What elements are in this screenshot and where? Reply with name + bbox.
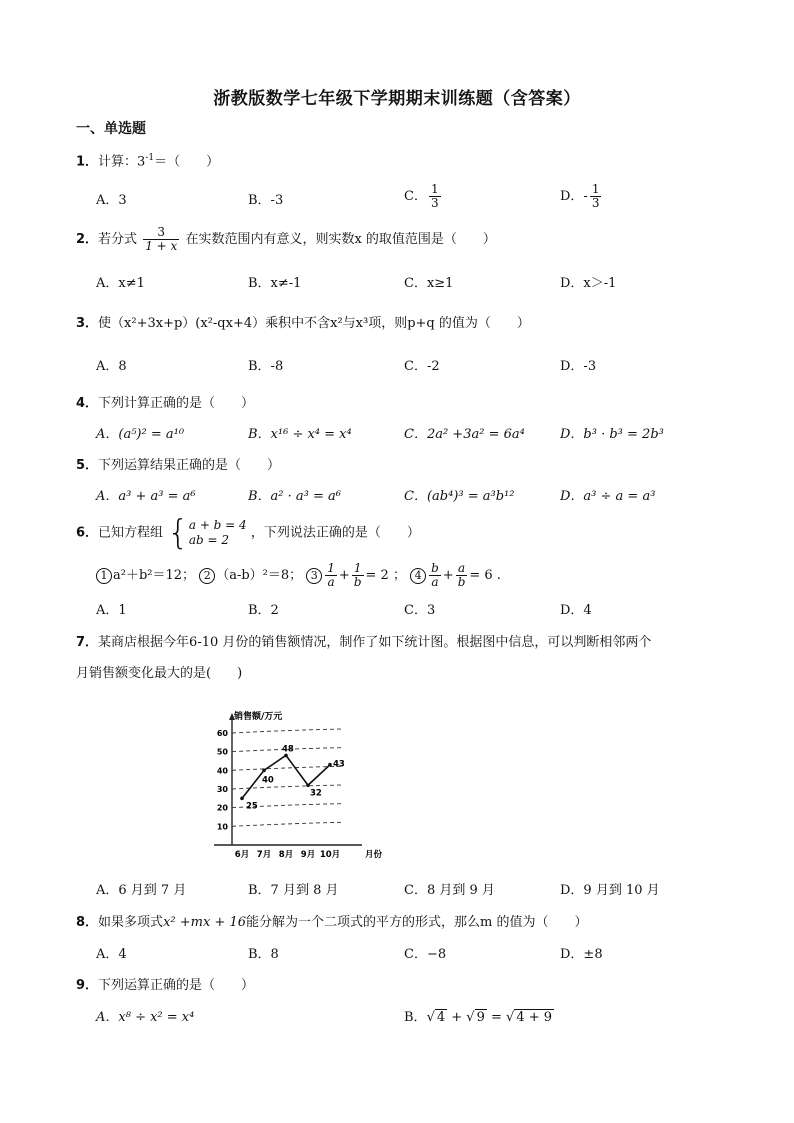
question-tail: 在实数范围内有意义，则实数x 的取值范围是（ ）	[185, 232, 496, 247]
data-label: 48	[282, 744, 294, 755]
fraction: $\frac{1}{a}$	[327, 561, 335, 589]
option-a: A．4	[96, 947, 127, 962]
question-text: 下列运算正确的是（ ）	[98, 978, 255, 993]
equation-system	[189, 518, 247, 548]
denominator: 1 + x	[145, 239, 178, 253]
y-tick-label: 10	[216, 822, 228, 832]
option-a: A．a³ + a³ = a⁶	[96, 489, 196, 504]
question-number: 6．	[76, 525, 99, 541]
option-c: C．3	[404, 603, 436, 618]
question-6	[76, 513, 420, 553]
section-heading: 一、单选题	[76, 121, 146, 137]
question-number: 2．	[76, 232, 99, 247]
option-label: B．	[404, 1010, 427, 1025]
option-c: C．(ab⁴)³ = a³b¹²	[404, 489, 515, 504]
y-tick-label: 20	[216, 803, 228, 813]
option-a: A．(a⁵)² = a¹⁰	[96, 427, 185, 442]
fraction	[429, 183, 441, 210]
option-d: D．b³ · b³ = 2b³	[560, 427, 664, 442]
option-c: C．-2	[404, 359, 440, 374]
question-text: 下列计算正确的是（ ）	[98, 396, 255, 411]
option-c: C．x≥1	[404, 276, 454, 291]
option-b: B．a² · a³ = a⁶	[248, 489, 341, 504]
question-7	[76, 633, 651, 653]
numerator: 1	[430, 182, 439, 196]
x-tick-label: 9月	[300, 850, 316, 860]
question-tail: 能分解为一个二项式的平方的形式，那么m 的值为（ ）	[246, 915, 588, 930]
statement-2: （a-b）²＝8；	[216, 568, 303, 583]
option-d: D．-3	[560, 359, 597, 374]
x-tick-label: 6月	[234, 850, 250, 860]
question-number: 4．	[76, 396, 99, 411]
y-tick-label: 30	[216, 785, 228, 794]
gridline	[232, 785, 342, 789]
option-a: A．x≠1	[96, 276, 145, 291]
exponent: -1	[145, 153, 155, 163]
question-number: 5．	[76, 458, 99, 473]
question-1	[76, 148, 219, 172]
option-d	[560, 183, 603, 210]
left-brace: {	[167, 513, 189, 553]
statement-1: a²＋b²＝12；	[113, 568, 196, 583]
option-d: D．a³ ÷ a = a³	[560, 489, 656, 504]
option-c: C．2a² +3a² = 6a⁴	[404, 427, 525, 442]
question-9	[76, 976, 254, 996]
data-label: 40	[262, 775, 274, 786]
data-label: 43	[333, 759, 345, 770]
y-axis-label: 销售额/万元	[234, 712, 283, 722]
denominator: 3	[591, 196, 600, 210]
equation-1: a + b = 4	[188, 518, 247, 532]
question-3	[76, 314, 530, 334]
y-tick-label: 60	[216, 729, 228, 738]
option-b: B．7 月到 8 月	[248, 883, 339, 898]
fraction: $\frac{a}{b}$	[457, 561, 466, 589]
gridline	[232, 822, 342, 826]
question-number: 9．	[76, 978, 99, 993]
option-b: B．x¹⁶ ÷ x⁴ = x⁴	[248, 427, 352, 442]
polynomial: x² +mx + 16	[163, 915, 246, 930]
question-number: 3．	[76, 316, 99, 331]
circled-1: 1	[96, 568, 112, 584]
question-7-line-2: 月销售额变化最大的是( )	[76, 666, 243, 681]
option-b: B．8	[248, 947, 279, 962]
question-5	[76, 456, 280, 476]
fraction: $\frac{b}{a}$	[431, 561, 439, 589]
question-text: 下列运算结果正确的是（ ）	[98, 458, 281, 473]
data-point	[328, 763, 332, 767]
circled-2: 2	[199, 568, 215, 584]
y-tick-label: 40	[216, 766, 228, 776]
fraction: $\frac{1}{b}$	[353, 561, 362, 589]
data-label: 25	[246, 801, 258, 812]
x-tick-label: 8月	[278, 850, 294, 860]
option-label: D．-	[560, 189, 588, 204]
question-text: 使（x²+3x+p）(x²-qx+4）乘积中不含x²与x³项，则p+q 的值为（ ）	[98, 316, 530, 331]
data-point	[262, 769, 266, 773]
statement-3: = 2 ；	[365, 568, 406, 583]
x-tick-label: 10月	[319, 850, 341, 860]
question-2	[76, 226, 496, 253]
question-8	[76, 913, 587, 933]
option-a: A．x⁸ ÷ x² = x⁴	[96, 1010, 195, 1025]
fraction	[143, 226, 179, 253]
circled-3: 3	[306, 568, 322, 584]
option-d: D．±8	[560, 947, 603, 962]
page-title: 浙教版数学七年级下学期期末训练题（含答案）	[213, 89, 581, 109]
option-c: C．8 月到 9 月	[404, 883, 495, 898]
option-a: A．6 月到 7 月	[96, 883, 187, 898]
question-text: 若分式	[98, 232, 138, 247]
option-d: D．9 月到 10 月	[560, 883, 660, 898]
numerator: 1	[591, 182, 600, 196]
option-a: A．1	[96, 603, 127, 618]
option-b: B．√ 4 + √ 9 = √ 4 + 9	[404, 1010, 553, 1025]
equation-2: ab = 2	[188, 533, 229, 547]
question-number: 8．	[76, 915, 99, 930]
question-tail: ，下列说法正确的是（ ）	[250, 525, 420, 541]
option-c: C．−8	[404, 947, 447, 962]
statement-4: = 6 .	[469, 568, 501, 583]
question-text: 已知方程组	[98, 525, 164, 541]
gridline	[232, 729, 342, 733]
data-label: 32	[310, 788, 322, 799]
option-d: D．x＞-1	[560, 276, 617, 291]
option-a: A．3	[96, 193, 127, 208]
question-tail: ＝（ ）	[154, 154, 220, 170]
circled-4: 4	[410, 568, 426, 584]
statements-line: 1 a²＋b²＝12； 2 （a-b）²＝8； 3 $\frac{1}{a}$ + $\frac{1}{b}$ = 2 ； 4 $\frac{b}{a}$ + $\frac{a}{b}$ = 6 .	[96, 562, 501, 589]
option-label: C．	[404, 189, 427, 204]
denominator: 3	[430, 196, 439, 210]
data-point	[240, 797, 244, 801]
option-c	[404, 183, 443, 210]
option-d: D．4	[560, 603, 592, 618]
question-text: 如果多项式	[98, 915, 164, 930]
question-number: 1．	[76, 154, 99, 170]
option-b: B．-3	[248, 193, 284, 208]
x-axis-label: 月份	[365, 850, 383, 860]
question-text: 计算：3	[98, 154, 146, 170]
option-b: B．2	[248, 603, 279, 618]
sales-line-chart	[212, 703, 392, 865]
numerator: 3	[143, 226, 179, 240]
data-point	[306, 783, 310, 787]
fraction	[590, 183, 602, 210]
option-a: A．8	[96, 359, 127, 374]
option-b: B．x≠-1	[248, 276, 302, 291]
x-tick-label: 7月	[256, 850, 272, 860]
option-b: B．-8	[248, 359, 284, 374]
question-text: 某商店根据今年6-10 月份的销售额情况，制作了如下统计图。根据图中信息，可以判断相邻两个	[98, 635, 652, 650]
y-tick-label: 50	[216, 747, 228, 757]
question-4	[76, 394, 254, 414]
question-number: 7．	[76, 635, 99, 650]
